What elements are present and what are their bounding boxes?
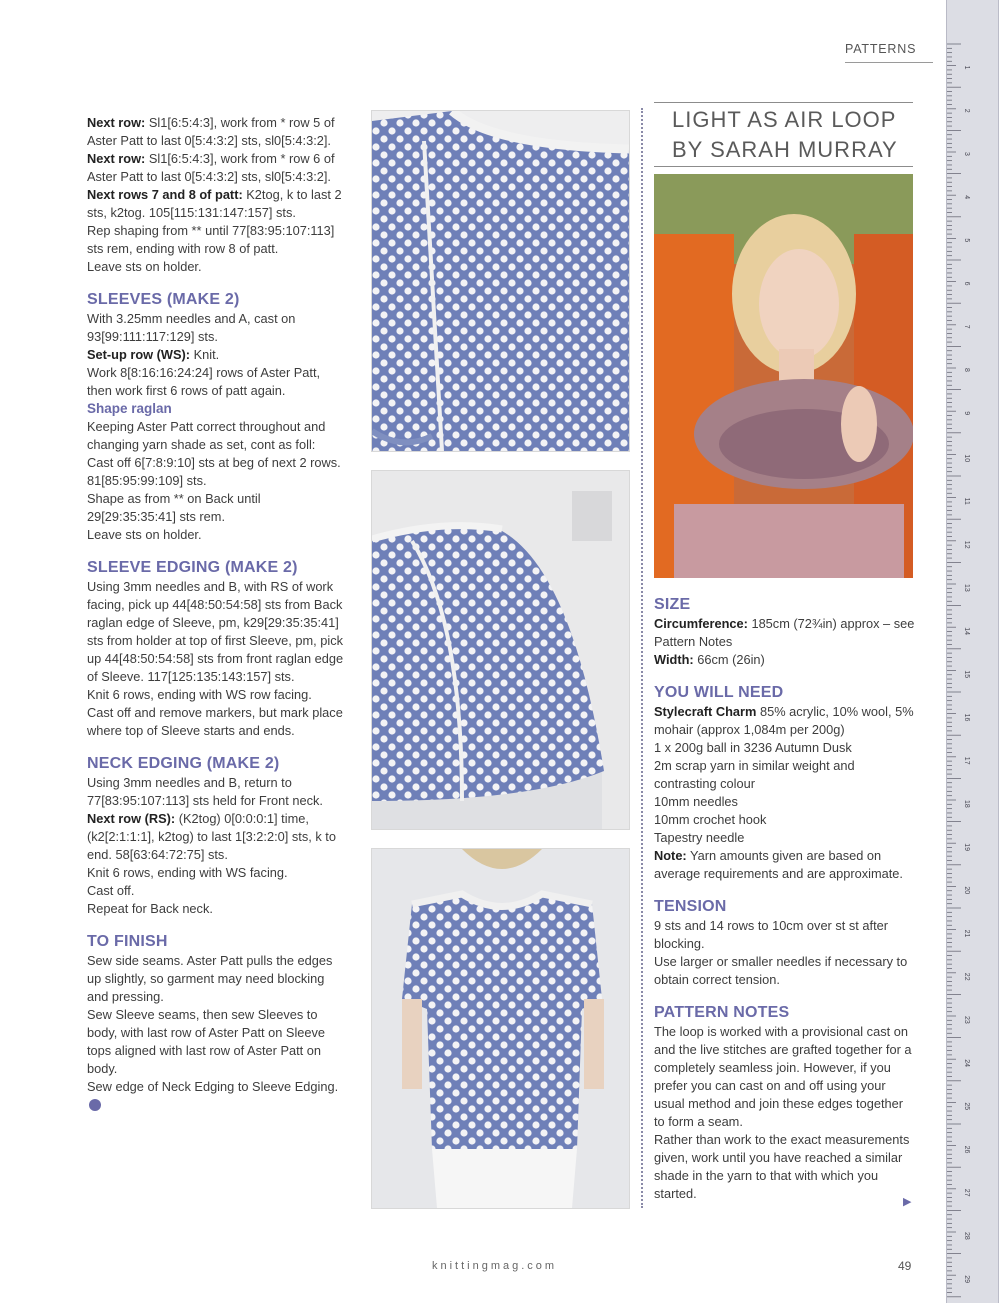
shape-raglan-heading: Shape raglan (87, 401, 172, 416)
text-run: 1 x 200g ball in 3236 Autumn Dusk (654, 740, 852, 755)
text-run: Keeping Aster Patt correct throughout and changing yarn shade as set, cont as foll: (87, 419, 326, 452)
text-run: Using 3mm needles and B, with RS of work facing, pick up 44[48:50:54:58] sts from Back raglan edge of Sleeve, pm, k29[29:35:35:41] sts from holder at top of first Sleeve, pm, pick up 44[48:50:54:58] sts from front raglan edge of Sleeve. 117[125:135:143:157] sts. (87, 579, 344, 684)
paragraph (87, 114, 347, 150)
column-divider (641, 108, 643, 1208)
ruler-label: 17 (963, 756, 970, 765)
text-run: Cast off and remove markers, but mark place where top of Sleeve starts and ends. (87, 705, 343, 738)
text-run: 10mm needles (654, 794, 738, 809)
paragraph (87, 454, 347, 490)
sleeves-paragraphs (87, 310, 347, 400)
paragraph (654, 953, 916, 989)
paragraph (87, 150, 347, 186)
model-photo (654, 174, 913, 578)
bold-label: Width: (654, 652, 694, 667)
bold-label: Circumference: (654, 616, 748, 631)
bold-label: Next row: (87, 115, 146, 130)
paragraph (87, 222, 347, 258)
bold-label: Set-up row (WS): (87, 347, 191, 362)
paragraph (87, 186, 347, 222)
header-section-label: PATTERNS (845, 42, 917, 56)
text-run: With 3.25mm needles and A, cast on 93[99:111:117:129] sts. (87, 311, 296, 344)
text-run: 185cm (72¾in) approx – see Pattern Notes (654, 616, 915, 649)
ruler-label: 12 (963, 540, 970, 549)
photo-sleeve-detail (371, 470, 630, 830)
continue-arrow-icon: ▶ (903, 1196, 912, 1208)
text-run: Sew Sleeve seams, then sew Sleeves to body, with last row of Aster Patt on Sleeve tops aligned with last row of Aster Patt on body. (87, 1007, 326, 1076)
ruler-label: 3 (963, 152, 970, 156)
need-paragraphs (654, 703, 916, 883)
title-rule-bottom (654, 166, 913, 167)
ruler-label: 8 (963, 368, 970, 372)
bold-label: Next rows 7 and 8 of patt: (87, 187, 243, 202)
paragraph (87, 900, 347, 918)
ruler-label: 23 (963, 1016, 970, 1024)
ruler-strip (946, 0, 999, 1303)
text-run: (K2tog) 0[0:0:0:1] time, (k2[2:1:1:1], k2tog) to last 1[3:2:2:0] sts, k to end. 58[63:64:72:75] sts. (87, 811, 336, 862)
text-run: The loop is worked with a provisional cast on and the live stitches are grafted together for a completely seamless join. However, if you prefer you can cast on and off using your usual method and join these edges together to form a seam. (654, 1024, 912, 1129)
text-run: 9 sts and 14 rows to 10cm over st st after blocking. (654, 918, 888, 951)
paragraph (87, 258, 347, 276)
paragraph (87, 882, 347, 900)
text-run: Knit 6 rows, ending with WS facing. (87, 865, 288, 880)
paragraph (87, 704, 347, 740)
text-run: Sl1[6:5:4:3], work from * row 6 of Aster Patt to last 0[5:4:3:2] sts, sl0[5:4:3:2]. (87, 151, 335, 184)
end-mark-icon (89, 1099, 101, 1111)
bold-label: Next row (RS): (87, 811, 176, 826)
page-number: 49 (898, 1259, 912, 1273)
paragraph (654, 829, 916, 847)
ruler-label: 4 (963, 195, 970, 200)
paragraph (654, 1023, 916, 1131)
paragraph (87, 346, 347, 364)
ruler-label: 6 (963, 281, 970, 286)
notes-paragraphs (654, 1023, 916, 1203)
neck-edging-paragraphs (87, 774, 347, 918)
bold-label: Next row: (87, 151, 146, 166)
sleeve-edging-paragraphs (87, 578, 347, 740)
paragraph (87, 526, 347, 544)
sleeves-heading: SLEEVES (MAKE 2) (87, 291, 240, 308)
pattern-column-left (87, 114, 347, 1114)
text-run: Knit. (190, 347, 220, 362)
paragraph (87, 1006, 347, 1078)
ruler-label: 20 (963, 886, 970, 895)
finish-heading: TO FINISH (87, 933, 168, 950)
text-run: Rep shaping from ** until 77[83:95:107:113] sts rem, ending with row 8 of patt. (87, 223, 335, 256)
ruler-label: 11 (963, 497, 970, 505)
paragraph (654, 757, 916, 793)
ruler-label: 27 (963, 1188, 970, 1197)
text-run: Tapestry needle (654, 830, 745, 845)
text-run: Using 3mm needles and B, return to 77[83:95:107:113] sts held for Front neck. (87, 775, 323, 808)
notes-heading: PATTERN NOTES (654, 1004, 790, 1021)
text-run: Cast off. (87, 883, 135, 898)
ruler-label: 25 (963, 1102, 970, 1111)
text-run: Leave sts on holder. (87, 259, 202, 274)
sleeve-edging-heading: SLEEVE EDGING (MAKE 2) (87, 559, 298, 576)
paragraph (654, 917, 916, 953)
ruler-label: 1 (963, 65, 970, 70)
footer-url: knittingmag.com (432, 1260, 558, 1272)
paragraph (87, 364, 347, 400)
size-paragraphs (654, 615, 916, 669)
paragraph (654, 847, 916, 883)
paragraph (654, 651, 916, 669)
ruler-graphic (947, 0, 999, 1303)
pattern-column-right (654, 595, 916, 1203)
photo-back-view (371, 848, 630, 1209)
paragraph (654, 793, 916, 811)
paragraph (654, 1131, 916, 1203)
photo-back-shoulder (371, 110, 630, 452)
text-run: Shape as from ** on Back until 29[29:35:35:41] sts rem. (87, 491, 261, 524)
ruler-label: 16 (963, 713, 970, 722)
header-rule (845, 62, 933, 63)
paragraph (654, 811, 916, 829)
ruler-label: 18 (963, 800, 970, 808)
tension-paragraphs (654, 917, 916, 989)
ruler-label: 14 (963, 627, 970, 635)
paragraph (87, 490, 347, 526)
text-run: Sl1[6:5:4:3], work from * row 5 of Aster Patt to last 0[5:4:3:2] sts, sl0[5:4:3:2]. (87, 115, 335, 148)
text-run: Rather than work to the exact measurements given, work until you have reached a similar shade in the yarn to that with which you started. (654, 1132, 910, 1201)
text-run: Sew side seams. Aster Patt pulls the edges up slightly, so garment may need blocking and pressing. (87, 953, 333, 1004)
pattern-title-line1: LIGHT AS AIR LOOP (672, 107, 897, 132)
text-run: Yarn amounts given are based on average requirements and are approximate. (654, 848, 903, 881)
text-run: 66cm (26in) (693, 652, 765, 667)
text-run: Repeat for Back neck. (87, 901, 213, 916)
ruler-label: 15 (963, 670, 970, 679)
paragraph (87, 686, 347, 704)
paragraph (654, 615, 916, 651)
text-run: 85% acrylic, 10% wool, 5% mohair (approx 1,084m per 200g) (654, 704, 914, 737)
size-heading: SIZE (654, 596, 691, 613)
paragraph (87, 418, 347, 454)
bold-label: Note: (654, 848, 687, 863)
paragraph (87, 952, 347, 1006)
neck-edging-heading: NECK EDGING (MAKE 2) (87, 755, 280, 772)
text-run: Cast off 6[7:8:9:10] sts at beg of next 2 rows. 81[85:95:99:109] sts. (87, 455, 341, 488)
shape-raglan-paragraphs (87, 418, 347, 544)
ruler-label: 26 (963, 1145, 970, 1154)
title-rule-top (654, 102, 913, 103)
paragraph (87, 810, 347, 864)
paragraph (87, 774, 347, 810)
paragraph (87, 864, 347, 882)
ruler-label: 24 (963, 1059, 970, 1067)
ruler-label: 5 (963, 238, 970, 243)
ruler-label: 28 (963, 1232, 970, 1240)
text-run: Knit 6 rows, ending with WS row facing. (87, 687, 312, 702)
intro-paragraphs (87, 114, 347, 276)
paragraph (87, 1078, 347, 1114)
ruler-label: 13 (963, 584, 970, 592)
ruler-label: 19 (963, 843, 970, 851)
ruler-label: 22 (963, 972, 970, 981)
bold-label: Stylecraft Charm (654, 704, 757, 719)
text-run: 2m scrap yarn in similar weight and contrasting colour (654, 758, 855, 791)
paragraph (87, 578, 347, 686)
ruler-label: 2 (963, 108, 970, 113)
finish-paragraphs (87, 952, 347, 1114)
ruler-label: 7 (963, 324, 970, 329)
text-run: Sew edge of Neck Edging to Sleeve Edging. (87, 1079, 339, 1094)
text-run: Work 8[8:16:16:24:24] rows of Aster Patt, then work first 6 rows of patt again. (87, 365, 321, 398)
pattern-title-block (654, 102, 913, 167)
need-heading: YOU WILL NEED (654, 684, 784, 701)
text-run: Use larger or smaller needles if necessary to obtain correct tension. (654, 954, 908, 987)
text-run: Leave sts on holder. (87, 527, 202, 542)
text-run: K2tog, k to last 2 sts, k2tog. 105[115:131:147:157] sts. (87, 187, 342, 220)
ruler-label: 21 (963, 929, 970, 938)
tension-heading: TENSION (654, 898, 727, 915)
ruler-label: 29 (963, 1275, 970, 1283)
pattern-title-line2: BY SARAH MURRAY (672, 137, 898, 162)
paragraph (654, 703, 916, 739)
ruler-label: 9 (963, 411, 970, 416)
paragraph (87, 310, 347, 346)
ruler-label: 10 (963, 454, 970, 463)
paragraph (654, 739, 916, 757)
text-run: 10mm crochet hook (654, 812, 767, 827)
